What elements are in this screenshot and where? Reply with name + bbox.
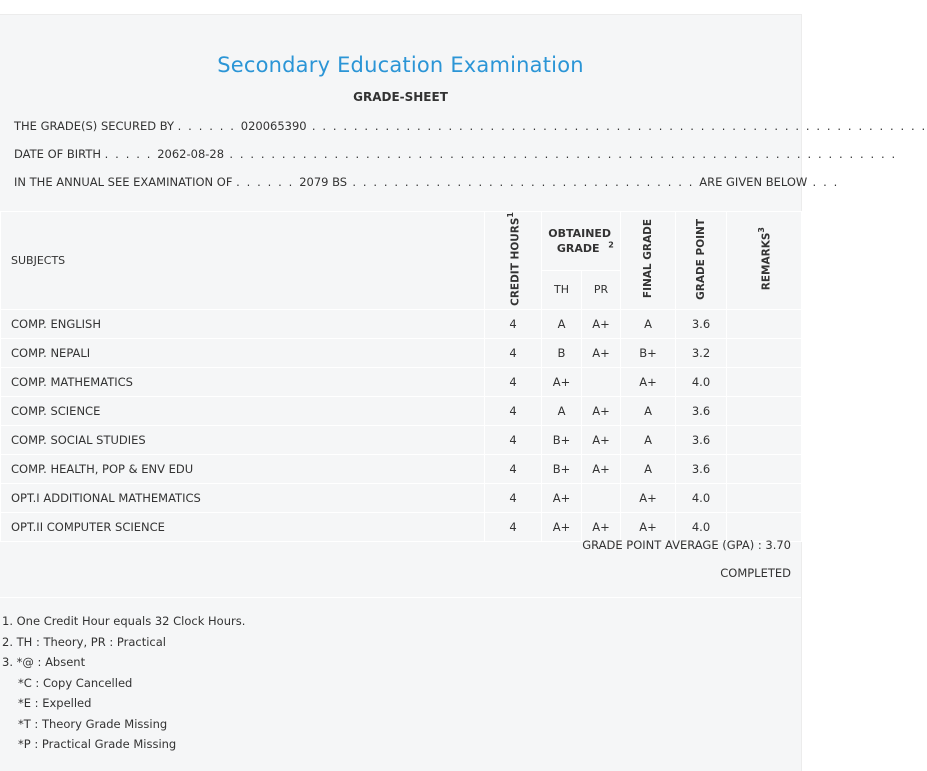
final-grade-cell: A+	[621, 367, 676, 396]
remarks-cell	[727, 483, 802, 512]
table-row	[1, 483, 802, 512]
exam-title: Secondary Education Examination	[217, 53, 584, 77]
final-grade-cell: A	[621, 396, 676, 425]
practical-grade-cell	[582, 483, 621, 512]
remarks-cell	[727, 367, 802, 396]
dob-line: DATE OF BIRTH . . . . . 2062-08-28 . . . . . . . . . . . . . . . . . . . . . . . . . . . . . . . . . . . . . . . . . . . . . . . . . . . . . . . . . . . . . . . .	[14, 147, 897, 161]
grade-point-cell: 4.0	[676, 367, 727, 396]
grade-point-cell: 3.2	[676, 338, 727, 367]
table-row	[1, 396, 802, 425]
theory-grade-cell: A	[542, 309, 582, 338]
practical-grade-cell: A+	[582, 309, 621, 338]
practical-header: PR	[582, 271, 621, 310]
table-row	[1, 338, 802, 367]
remarks-cell	[727, 309, 802, 338]
table-row	[1, 425, 802, 454]
footnote-item: *P : Practical Grade Missing	[18, 737, 177, 751]
subject-cell: COMP. HEALTH, POP & ENV EDU	[1, 454, 485, 483]
dob-value: 2062-08-28	[157, 147, 225, 161]
table-row	[1, 367, 802, 396]
gpa-value: 3.70	[765, 538, 791, 552]
table-row	[1, 309, 802, 338]
secured-by-label: THE GRADE(S) SECURED BY	[14, 119, 175, 133]
result-status: COMPLETED	[720, 566, 791, 580]
final-grade-cell: A+	[621, 483, 676, 512]
credit-cell: 4	[485, 512, 542, 541]
final-grade-cell: A	[621, 425, 676, 454]
exam-year: 2079 BS	[299, 175, 348, 189]
subjects-header: SUBJECTS	[1, 212, 485, 310]
grade-point-cell: 4.0	[676, 512, 727, 541]
remarks-cell	[727, 396, 802, 425]
grade-point-cell: 3.6	[676, 309, 727, 338]
footnote-item: *T : Theory Grade Missing	[18, 716, 168, 731]
practical-grade-cell: A+	[582, 425, 621, 454]
given-below-label: ARE GIVEN BELOW	[699, 175, 808, 189]
subject-cell: COMP. ENGLISH	[1, 309, 485, 338]
theory-grade-cell: B	[542, 338, 582, 367]
symbol-number: 020065390	[240, 119, 307, 133]
credit-cell: 4	[485, 396, 542, 425]
subject-cell: OPT.II COMPUTER SCIENCE	[1, 512, 485, 541]
credit-cell: 4	[485, 338, 542, 367]
footnote-item: 3. *@ : Absent	[2, 655, 86, 669]
final-grade-cell: B+	[621, 338, 676, 367]
credit-cell: 4	[485, 454, 542, 483]
gpa-label: GRADE POINT AVERAGE (GPA) :	[582, 538, 762, 552]
secured-by-line: THE GRADE(S) SECURED BY . . . . . . 020065390 . . . . . . . . . . . . . . . . . . . . . . . . . . . . . . . . . . . . . . . . . . . . . . . . . . . . . . . . . . .	[14, 119, 927, 133]
remarks-cell	[727, 454, 802, 483]
grade-point-cell: 3.6	[676, 396, 727, 425]
footnotes	[2, 611, 245, 755]
final-grade-cell: A+	[621, 512, 676, 541]
subject-cell: COMP. SOCIAL STUDIES	[1, 425, 485, 454]
footnote-item: *C : Copy Cancelled	[18, 675, 133, 690]
footnote-item: 2. TH : Theory, PR : Practical	[2, 634, 166, 649]
exam-line: IN THE ANNUAL SEE EXAMINATION OF . . . . . . 2079 BS . . . . . . . . . . . . . . . . . . . . . . . . . . . . . . . . . ARE GIVEN BELOW . . .	[14, 175, 839, 189]
grade-point-cell: 3.6	[676, 425, 727, 454]
grade-point-header: GRADE POINT	[676, 212, 727, 310]
practical-grade-cell: A+	[582, 454, 621, 483]
dob-label: DATE OF BIRTH	[14, 147, 102, 161]
theory-grade-cell: B+	[542, 425, 582, 454]
final-grade-cell: A	[621, 454, 676, 483]
credit-cell: 4	[485, 367, 542, 396]
theory-header: TH	[542, 271, 582, 310]
theory-grade-cell: A	[542, 396, 582, 425]
gpa-line	[582, 538, 791, 552]
grade-sheet	[0, 14, 927, 771]
grade-table	[0, 211, 802, 542]
subject-cell: COMP. SCIENCE	[1, 396, 485, 425]
theory-grade-cell: A+	[542, 512, 582, 541]
grade-point-cell: 4.0	[676, 483, 727, 512]
subject-cell: COMP. NEPALI	[1, 338, 485, 367]
subject-cell: COMP. MATHEMATICS	[1, 367, 485, 396]
obtained-grade-header: OBTAINED GRADE $^2$	[542, 212, 621, 271]
practical-grade-cell: A+	[582, 338, 621, 367]
footnote-item: 1. One Credit Hour equals 32 Clock Hours.	[2, 614, 246, 628]
practical-grade-cell: A+	[582, 396, 621, 425]
subject-cell: OPT.I ADDITIONAL MATHEMATICS	[1, 483, 485, 512]
remarks-header: REMARKS$^3$	[727, 212, 802, 310]
credit-cell: 4	[485, 483, 542, 512]
theory-grade-cell: B+	[542, 454, 582, 483]
practical-grade-cell: A+	[582, 512, 621, 541]
credit-cell: 4	[485, 309, 542, 338]
practical-grade-cell	[582, 367, 621, 396]
footnote-item: *E : Expelled	[18, 696, 92, 710]
theory-grade-cell: A+	[542, 367, 582, 396]
remarks-cell	[727, 338, 802, 367]
credit-hours-header: CREDIT HOURS$^1$	[485, 212, 542, 310]
grade-point-cell: 3.6	[676, 454, 727, 483]
exam-label: IN THE ANNUAL SEE EXAMINATION OF	[14, 175, 233, 189]
grade-sheet-subtitle: GRADE-SHEET	[353, 90, 448, 104]
final-grade-cell: A	[621, 309, 676, 338]
credit-cell: 4	[485, 425, 542, 454]
final-grade-header: FINAL GRADE	[621, 212, 676, 310]
divider	[0, 597, 801, 598]
table-row	[1, 454, 802, 483]
remarks-cell	[727, 425, 802, 454]
theory-grade-cell: A+	[542, 483, 582, 512]
